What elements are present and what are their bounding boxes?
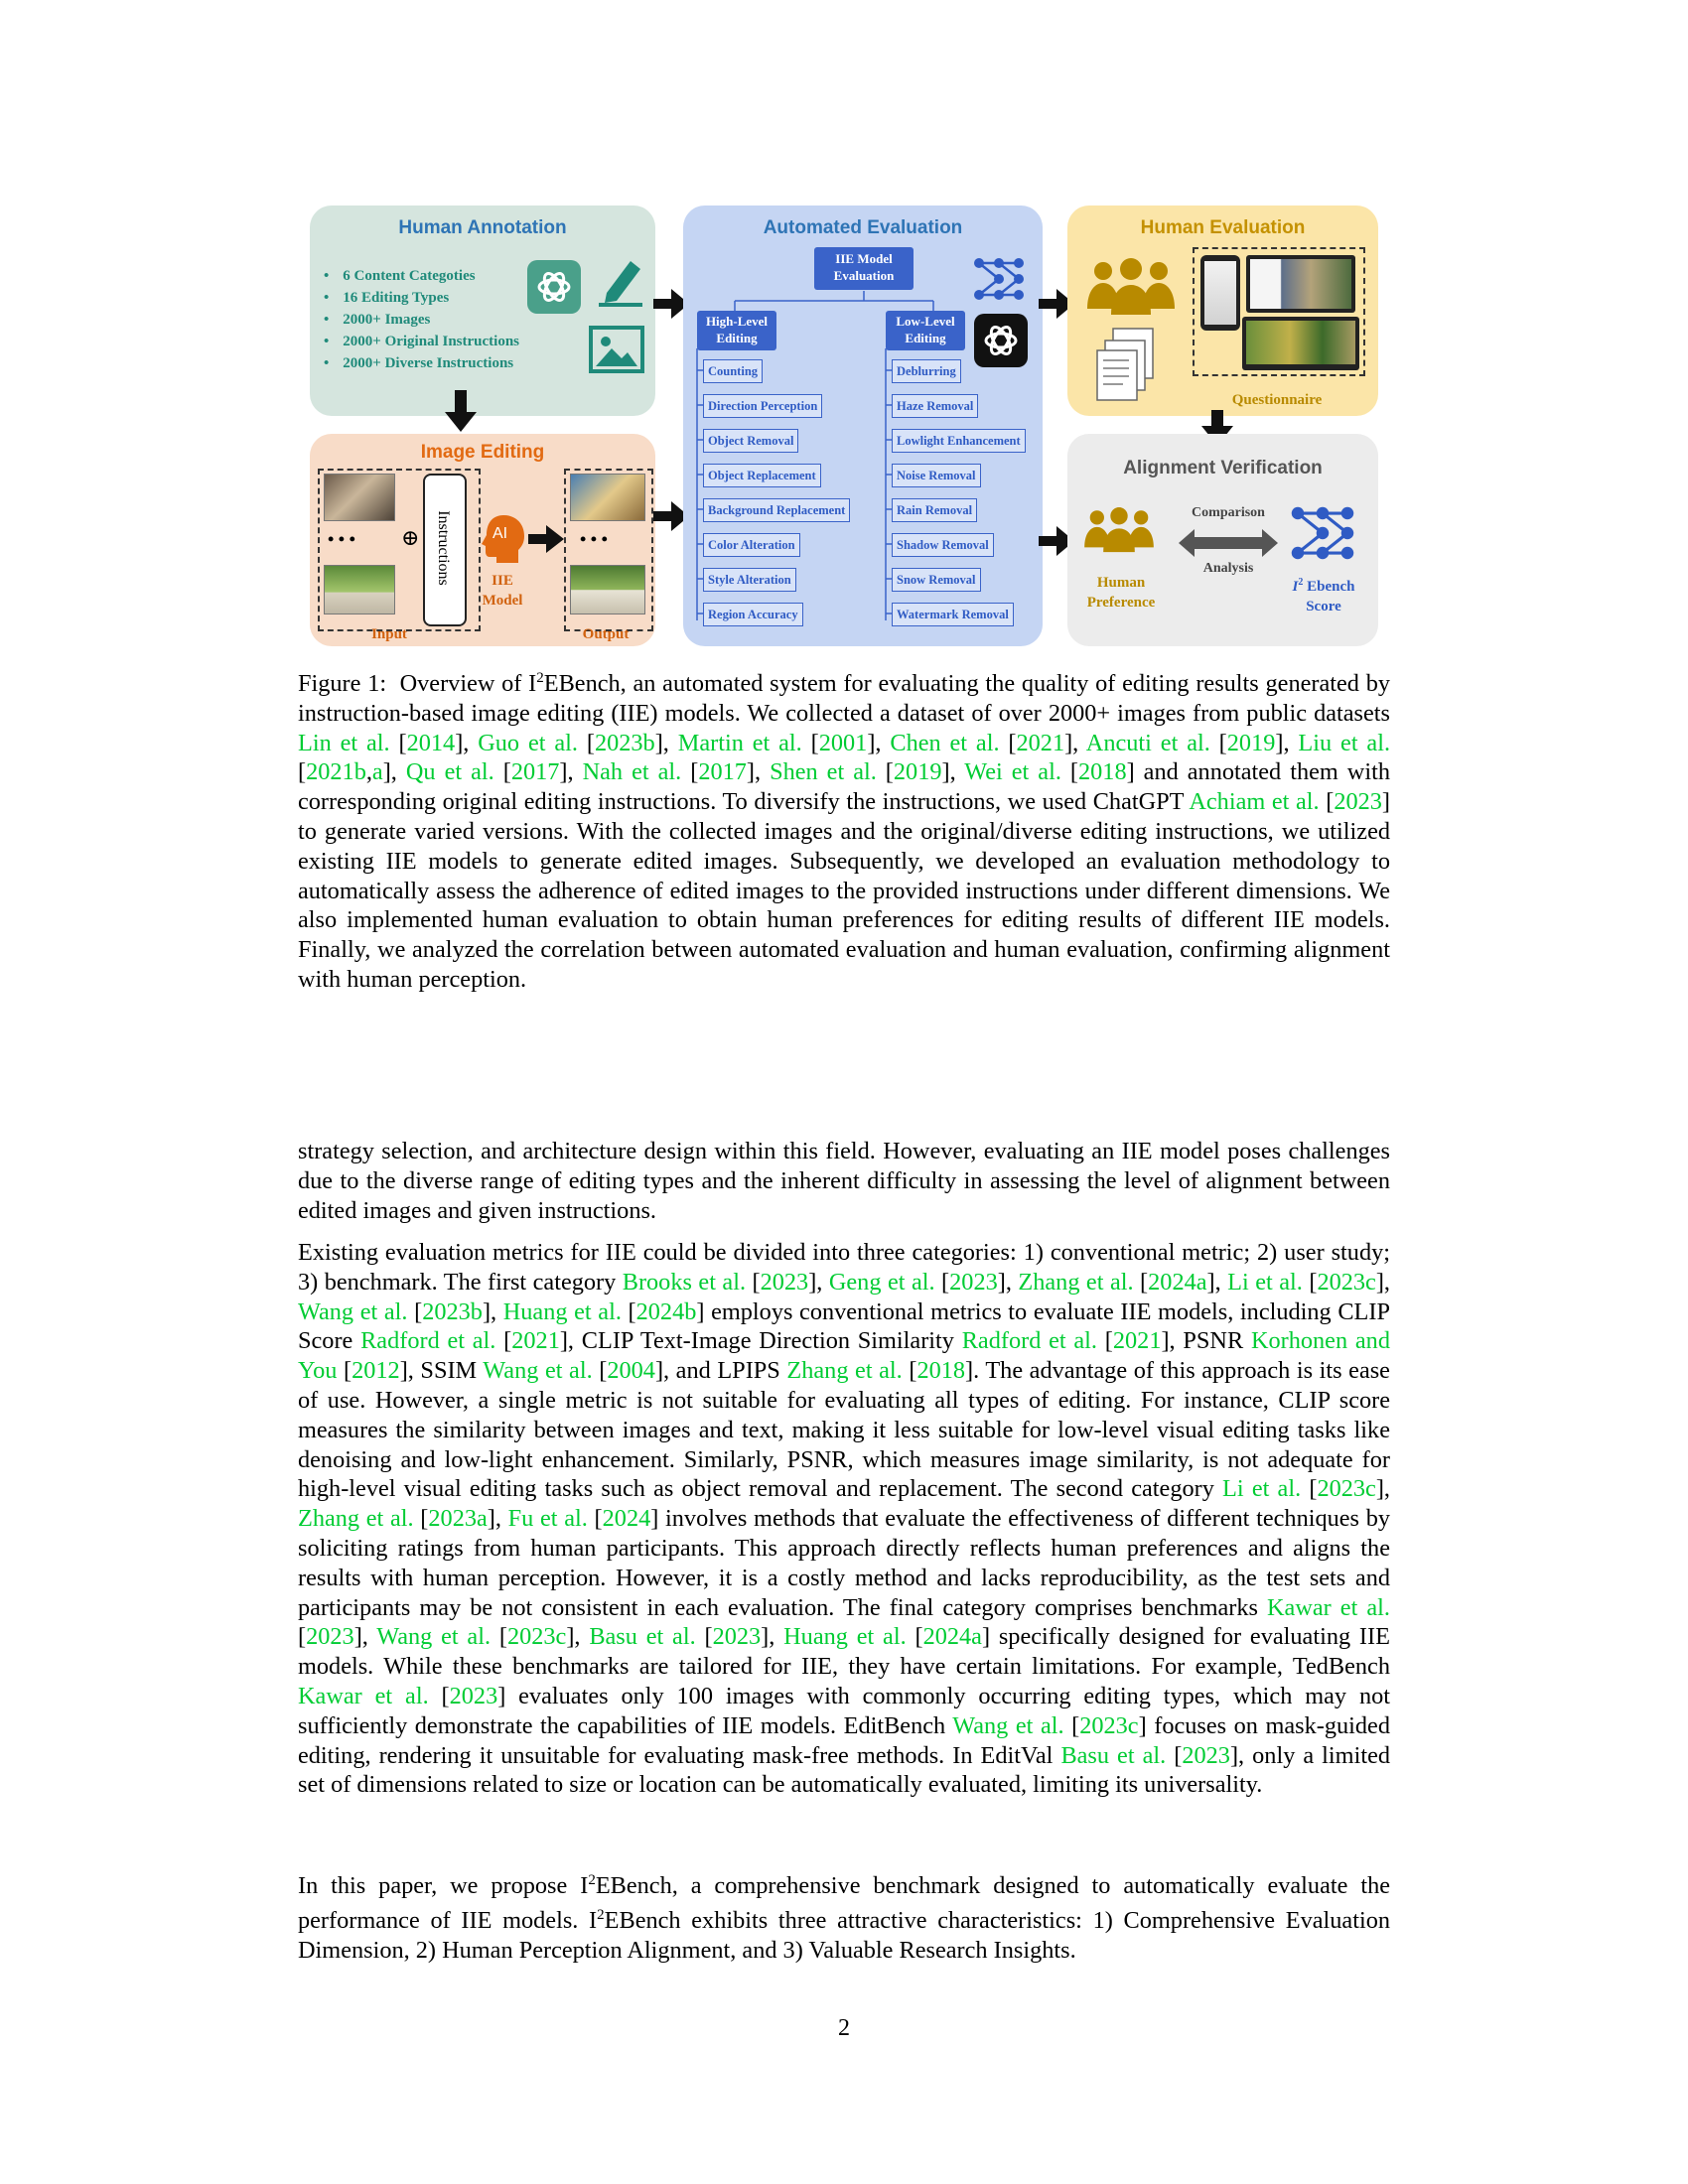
metric-box: Lowlight Enhancement	[892, 429, 1026, 453]
annotation-item: • 2000+ Images	[324, 309, 519, 331]
alignment-verification-panel	[1067, 434, 1378, 646]
input-label: Input	[371, 626, 407, 642]
metric-box: Shadow Removal	[892, 533, 994, 557]
metric-box: Noise Removal	[892, 464, 981, 487]
ebench-score-label: $I^2$ Ebench Score	[1292, 577, 1355, 614]
output-thumbnail	[570, 565, 645, 614]
metric-box: Direction Perception	[703, 394, 822, 418]
high-level-editing-node: High-Level Editing	[697, 311, 776, 350]
input-thumbnail	[324, 474, 395, 521]
comparison-label: Comparison	[1192, 505, 1265, 520]
body-paragraph: In this paper, we propose $I^2EBench$, a comprehensive benchmark designed to automatically evaluate the performance of IIE models. $I^2EBench$ exhibits three attractive characteristics: 1) Comprehensive Evaluation Dimension, 2) Human Perception Alignment, and 3) Valuable Research Insights.	[298, 1872, 1390, 1964]
metric-box: Object Removal	[703, 429, 798, 453]
instructions-label: Instructions	[435, 510, 452, 586]
people-group-icon	[1083, 257, 1179, 317]
metric-box: Counting	[703, 359, 763, 383]
chatgpt-icon	[973, 313, 1029, 368]
human-annotation-title: Human Annotation	[398, 217, 567, 238]
input-thumbnail	[324, 565, 395, 614]
arrow-right-icon	[528, 525, 564, 553]
laptop-screen	[1246, 321, 1355, 364]
phone-screen	[1204, 261, 1236, 325]
alignment-verification-title: Alignment Verification	[1123, 458, 1323, 478]
plus-icon: ⊕	[401, 525, 420, 550]
neural-network-icon	[1288, 503, 1357, 563]
metric-box: Background Replacement	[703, 498, 850, 522]
annotate-pen-icon	[593, 253, 648, 309]
page-number: 2	[838, 2015, 850, 2041]
analysis-label: Analysis	[1202, 561, 1254, 576]
figure-1	[298, 204, 1390, 650]
metric-box: Snow Removal	[892, 568, 981, 592]
metric-box: Deblurring	[892, 359, 961, 383]
image-icon	[588, 325, 645, 374]
double-arrow-icon	[1179, 529, 1278, 557]
neural-network-icon	[971, 255, 1027, 303]
annotation-item: • 6 Content Categoties	[324, 265, 519, 287]
metric-box: Haze Removal	[892, 394, 978, 418]
automated-evaluation-panel	[683, 205, 1043, 646]
human-preference-label: Human Preference	[1086, 575, 1156, 611]
low-level-editing-node: Low-Level Editing	[886, 311, 965, 350]
annotation-item: • 2000+ Original Instructions	[324, 331, 519, 352]
human-annotation-panel	[310, 205, 655, 416]
questionnaire-label: Questionnaire	[1231, 392, 1323, 408]
output-ellipsis: • • •	[580, 529, 608, 549]
metric-box: Color Alteration	[703, 533, 800, 557]
human-evaluation-title: Human Evaluation	[1140, 217, 1306, 238]
iie-model-label: IIE Model	[482, 573, 523, 609]
annotation-list	[324, 265, 519, 374]
metric-box: Watermark Removal	[892, 603, 1014, 626]
ai-badge: AI	[492, 525, 508, 542]
output-label: Output	[582, 626, 630, 642]
arrow-down-icon	[443, 390, 479, 432]
questionnaire-forms-icon	[1095, 327, 1159, 402]
metric-box: Region Accuracy	[703, 603, 803, 626]
monitor-screen	[1250, 259, 1351, 309]
input-ellipsis: • • •	[328, 529, 355, 549]
body-paragraph: Existing evaluation metrics for IIE could be divided into three categories: 1) conventional metric; 2) user study; 3) benchmark. The first category Brooks et al. [2023], Geng et al. [2023], Zhang et al. [2024a], Li et al. [2023c], Wang et al. [2023b], Huang et al. [2024b] employs conventional metrics to evaluate IIE models, including CLIP Score Radford et al. [2021], CLIP Text-Image Direction Similarity Radford et al. [2021], PSNR Korhonen and You [2012], SSIM Wang et al. [2004], and LPIPS Zhang et al. [2018]. The advantage of this approach is its ease of use. However, a single metric is not suitable for evaluating all types of editing. For instance, CLIP score measures the similarity between images and text, making it less suitable for low-level visual editing tasks like denoising and low-light enhancement. Similarly, PSNR, which measures image similarity, is not adequate for high-level visual editing tasks such as object removal and replacement. The second category Li et al. [2023c], Zhang et al. [2023a], Fu et al. [2024] involves methods that evaluate the effectiveness of different techniques by soliciting ratings from human participants. This approach directly reflects human preferences and aligns the results with human perception. However, it is a costly method and lacks reproducibility, as the test sets and participants may be not consistent in each evaluation. The final category comprises benchmarks Kawar et al. [2023], Wang et al. [2023c], Basu et al. [2023], Huang et al. [2024a] specifically designed for evaluating IIE models. While these benchmarks are tailored for IIE, they have certain limitations. For example, TedBench Kawar et al. [2023] evaluates only 100 images with commonly occurring editing types, which may not sufficiently demonstrate the capabilities of IIE models. EditBench Wang et al. [2023c] focuses on mask-guided editing, rendering it unsuitable for evaluating mask-free methods. In EditVal Basu et al. [2023], only a limited set of dimensions related to size or location can be automatically evaluated, limiting its universality.	[298, 1239, 1391, 1799]
metric-box: Object Replacement	[703, 464, 821, 487]
annotation-item: • 2000+ Diverse Instructions	[324, 352, 519, 374]
metric-box: Style Alteration	[703, 568, 796, 592]
iie-model-evaluation-node: IIE Model Evaluation	[814, 247, 914, 290]
people-group-icon	[1081, 505, 1157, 555]
image-editing-title: Image Editing	[420, 442, 545, 463]
annotation-item: • 16 Editing Types	[324, 287, 519, 309]
automated-evaluation-title: Automated Evaluation	[763, 217, 963, 238]
figure-caption: Figure 1: Overview of $I^2EBench$, an automated system for evaluating the quality of editing results generated by instruction-based image editing (IIE) models. We collected a dataset of over 2000+ images from public datasets Lin et al. [2014], Guo et al. [2023b], Martin et al. [2001], Chen et al. [2021], Ancuti et al. [2019], Liu et al. [2021b,a], Qu et al. [2017], Nah et al. [2017], Shen et al. [2019], Wei et al. [2018] and annotated them with corresponding original editing instructions. To diversify the instructions, we used ChatGPT Achiam et al. [2023] to generate varied versions. With the collected images and the original/diverse editing instructions, we utilized existing IIE models to generate edited images. Subsequently, we developed an evaluation methodology to automatically assess the adherence of edited images to the provided instructions under different dimensions. We also implemented human evaluation to obtain human preferences for editing results of different IIE models. Finally, we analyzed the correlation between automated evaluation and human evaluation, confirming alignment with human perception.	[298, 670, 1391, 994]
image-editing-panel	[310, 434, 655, 646]
human-evaluation-panel	[1067, 205, 1378, 416]
output-thumbnail	[570, 474, 645, 521]
metric-box: Rain Removal	[892, 498, 977, 522]
chatgpt-icon	[526, 259, 582, 315]
body-paragraph: strategy selection, and architecture design within this field. However, evaluating an IIE model poses challenges due to the diverse range of editing types and the inherent difficulty in assessing the level of alignment between edited images and given instructions.	[298, 1138, 1390, 1224]
